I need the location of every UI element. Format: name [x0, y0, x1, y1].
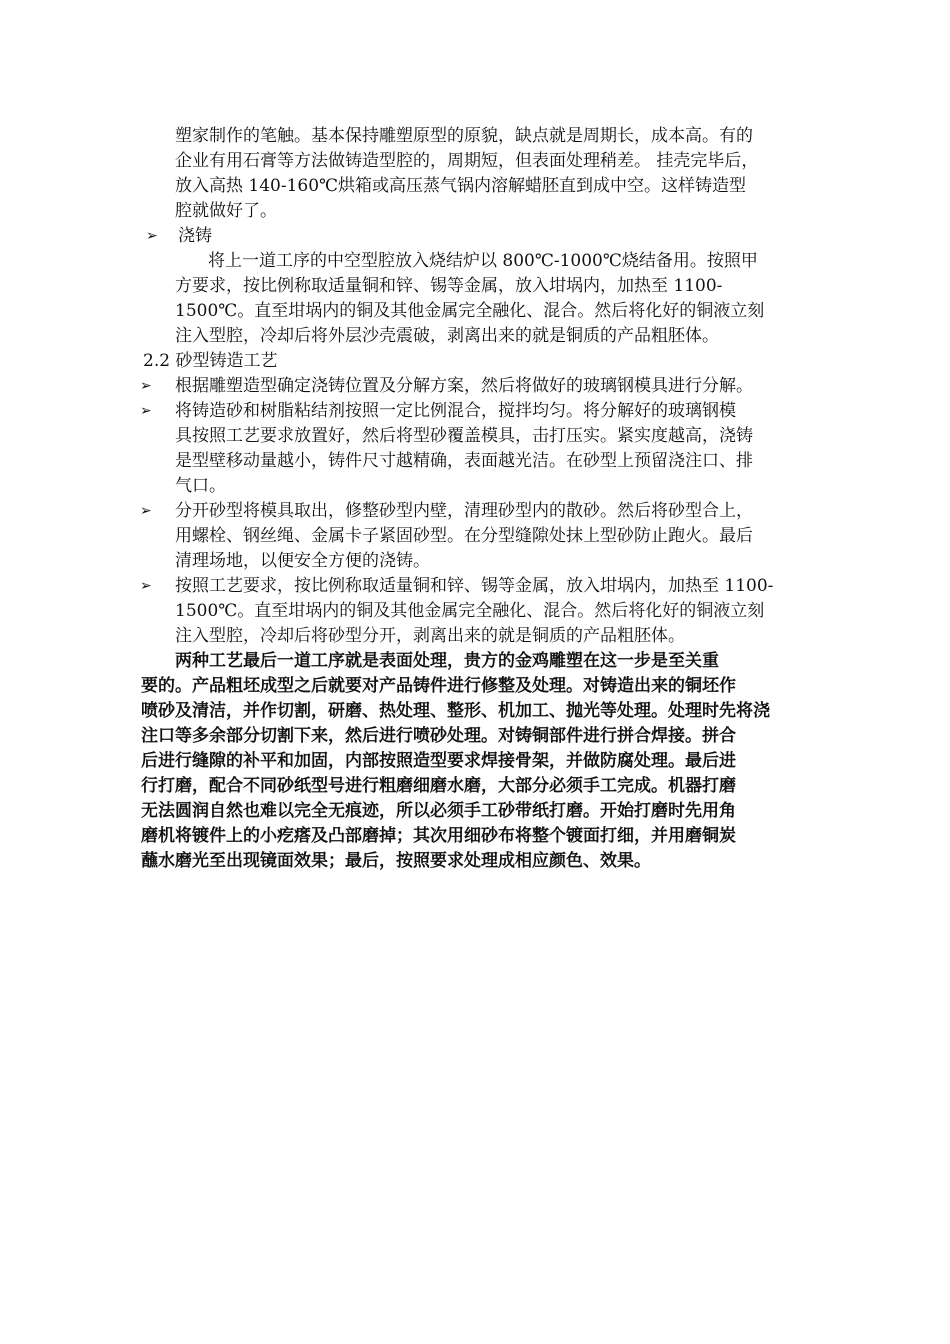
text-line: 腔就做好了。: [175, 201, 277, 221]
list-item-line: 用螺栓、钢丝绳、金属卡子紧固砂型。在分型缝隙处抹上型砂防止跑火。最后: [175, 526, 753, 546]
text-line: 1500℃。直至坩埚内的铜及其他金属完全融化、混合。然后将化好的铜液立刻: [175, 301, 765, 321]
text-line: 企业有用石膏等方法做铸造型腔的，周期短，但表面处理稍差。 挂壳完毕后，: [175, 151, 759, 171]
list-item-line: 清理场地，以便安全方便的浇铸。: [175, 551, 430, 571]
list-item-line: 将铸造砂和树脂粘结剂按照一定比例混合，搅拌均匀。将分解好的玻璃钢模: [175, 401, 736, 421]
closing-line: 注口等多余部分切割下来，然后进行喷砂处理。对铸铜部件进行拼合焊接。拼合: [141, 726, 736, 746]
list-item-line: 气口。: [175, 476, 226, 496]
bullet-arrow-icon: ➢: [140, 578, 152, 594]
bullet-arrow-icon: ➢: [140, 403, 152, 419]
list-item-line: 按照工艺要求，按比例称取适量铜和锌、锡等金属，放入坩埚内，加热至 1100-: [175, 576, 774, 596]
list-item-line: 1500℃。直至坩埚内的铜及其他金属完全融化、混合。然后将化好的铜液立刻: [175, 601, 765, 621]
text-line: 塑家制作的笔触。基本保持雕塑原型的原貌，缺点就是周期长，成本高。有的: [175, 126, 753, 146]
list-item-line: 根据雕塑造型确定浇铸位置及分解方案，然后将做好的玻璃钢模具进行分解。: [175, 376, 753, 396]
text-line: 将上一道工序的中空型腔放入烧结炉以 800℃-1000℃烧结备用。按照甲: [208, 251, 758, 271]
list-item-line: 具按照工艺要求放置好，然后将型砂覆盖模具，击打压实。紧实度越高，浇铸: [175, 426, 753, 446]
closing-line: 无法圆润自然也难以完全无痕迹，所以必须手工砂带纸打磨。开始打磨时先用角: [141, 801, 736, 821]
list-item-line: 注入型腔，冷却后将砂型分开，剥离出来的就是铜质的产品粗胚体。: [175, 626, 685, 646]
closing-line: 后进行缝隙的补平和加固，内部按照造型要求焊接骨架，并做防腐处理。最后进: [141, 751, 736, 771]
list-item-line: 分开砂型将模具取出，修整砂型内壁，清理砂型内的散砂。然后将砂型合上，: [175, 501, 753, 521]
bullet-arrow-icon: ➢: [146, 228, 158, 244]
closing-line: 磨机将镀件上的小疙瘩及凸部磨掉；其次用细砂布将整个镀面打细，并用磨铜炭: [141, 826, 736, 846]
subheading-pour: 浇铸: [178, 226, 212, 246]
text-line: 注入型腔，冷却后将外层沙壳震破，剥离出来的就是铜质的产品粗胚体。: [175, 326, 719, 346]
list-item-line: 是型壁移动量越小，铸件尺寸越精确，表面越光洁。在砂型上预留浇注口、排: [175, 451, 753, 471]
section-heading: 2.2 砂型铸造工艺: [143, 351, 278, 371]
closing-line: 两种工艺最后一道工序就是表面处理，贵方的金鸡雕塑在这一步是至关重: [175, 651, 719, 671]
text-line: 方要求，按比例称取适量铜和锌、锡等金属，放入坩埚内，加热至 1100-: [175, 276, 723, 296]
bullet-arrow-icon: ➢: [140, 378, 152, 394]
closing-line: 蘸水磨光至出现镜面效果；最后，按照要求处理成相应颜色、效果。: [141, 851, 651, 871]
text-line: 放入高热 140-160℃烘箱或高压蒸气锅内溶解蜡胚直到成中空。这样铸造型: [175, 176, 747, 196]
closing-line: 喷砂及清洁，并作切割，研磨、热处理、整形、机加工、抛光等处理。处理时先将浇: [141, 701, 770, 721]
closing-line: 要的。产品粗坯成型之后就要对产品铸件进行修整及处理。对铸造出来的铜坯作: [141, 676, 736, 696]
bullet-arrow-icon: ➢: [140, 503, 152, 519]
closing-line: 行打磨，配合不同砂纸型号进行粗磨细磨水磨，大部分必须手工完成。机器打磨: [141, 776, 736, 796]
